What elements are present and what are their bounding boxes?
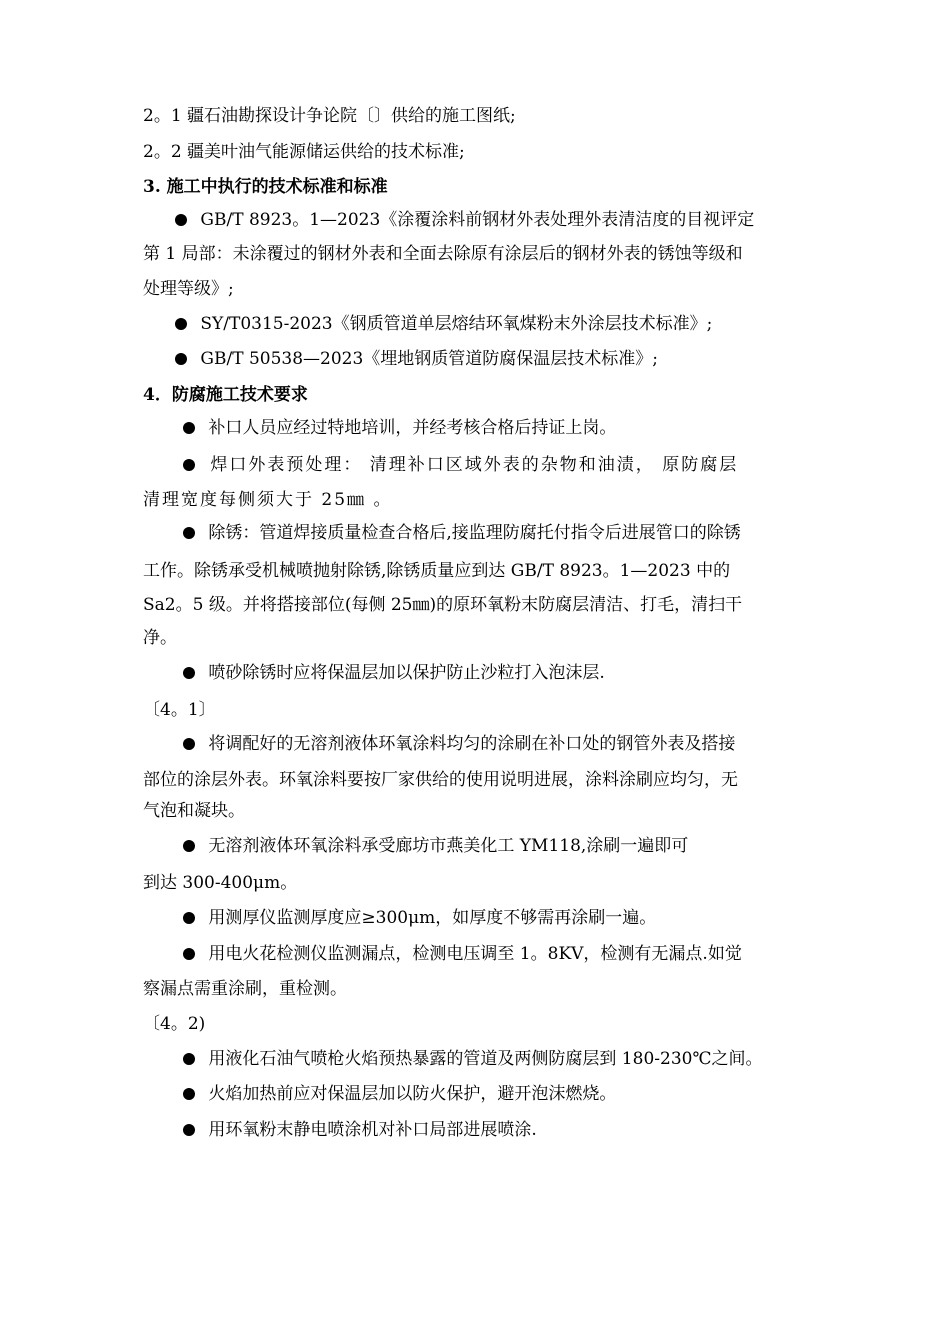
list-item-text: GB/T 50538—2023《埋地钢质管道防腐保温层技术标准》;	[200, 349, 659, 369]
bullet-icon	[183, 667, 195, 679]
list-item	[183, 1082, 616, 1106]
list-item-text: 除锈：管道焊接质量检查合格后,接监理防腐托付指令后进展管口的除锈	[208, 523, 741, 543]
list-item	[183, 453, 738, 477]
bullet-icon	[183, 1088, 195, 1100]
text-line: 察漏点需重涂刷，重检测。	[143, 979, 347, 999]
list-item	[175, 347, 658, 371]
list-item	[183, 416, 616, 440]
list-item-text: 焊口外表预处理： 清理补口区域外表的杂物和油渍， 原防腐层	[210, 455, 739, 475]
list-item	[183, 661, 605, 685]
bullet-icon	[183, 738, 195, 750]
text-line: 部位的涂层外表。环氧涂料要按厂家供给的使用说明进展，涂料涂刷应均匀，无	[143, 770, 738, 790]
list-item-text: GB/T 8923。1—2023《涂覆涂料前钢材外表处理外表清洁度的目视评定	[200, 210, 755, 230]
text-line: 净。	[143, 628, 177, 648]
list-item-text: 用液化石油气喷枪火焰预热暴露的管道及两侧防腐层到 180-230℃之间。	[208, 1049, 763, 1069]
text-line: 第 1 局部：未涂覆过的钢材外表和全面去除原有涂层后的钢材外表的锈蚀等级和	[143, 244, 743, 264]
text-line: 气泡和凝块。	[143, 801, 245, 821]
list-item	[183, 942, 742, 966]
list-item-text: 喷砂除锈时应将保温层加以保护防止沙粒打入泡沫层.	[208, 663, 605, 683]
bullet-icon	[183, 1053, 195, 1065]
list-item-text: 用电火花检测仪监测漏点，检测电压调至 1。8KV，检测有无漏点.如觉	[208, 944, 742, 964]
bullet-icon	[183, 912, 195, 924]
text-line: 工作。除锈承受机械喷抛射除锈,除锈质量应到达 GB/T 8923。1—2023 中的	[143, 561, 731, 581]
list-item	[183, 834, 688, 858]
list-item	[175, 312, 712, 336]
text-line: 处理等级》;	[143, 279, 234, 299]
bullet-icon	[183, 527, 195, 539]
bullet-icon	[175, 353, 187, 365]
list-item-text: 用测厚仪监测厚度应≥300μm，如厚度不够需再涂刷一遍。	[208, 908, 657, 928]
list-item-text: 无溶剂液体环氧涂料承受廊坊市燕美化工 YM118,涂刷一遍即可	[208, 836, 689, 856]
text-line: 2。1 疆石油勘探设计争论院〔〕供给的施工图纸;	[143, 106, 516, 126]
bullet-icon	[183, 1124, 195, 1136]
list-item	[183, 732, 735, 756]
list-item-text: 用环氧粉末静电喷涂机对补口局部进展喷涂.	[208, 1120, 537, 1140]
list-item	[183, 1047, 762, 1071]
bullet-icon	[175, 318, 187, 330]
bullet-icon	[183, 459, 195, 471]
list-item	[183, 906, 656, 930]
subsection-label: 〔4。1〕	[143, 700, 216, 720]
list-item	[175, 208, 754, 232]
text-line: Sa2。5 级。并将搭接部位(每侧 25㎜)的原环氧粉末防腐层清洁、打毛，清扫干	[143, 595, 743, 615]
list-item-text: 火焰加热前应对保温层加以防火保护，避开泡沫燃烧。	[208, 1084, 617, 1104]
list-item-text: 补口人员应经过特地培训，并经考核合格后持证上岗。	[208, 418, 617, 438]
list-item	[183, 521, 741, 545]
text-line: 到达 300-400μm。	[143, 873, 298, 893]
bullet-icon	[183, 948, 195, 960]
bullet-icon	[183, 422, 195, 434]
list-item	[183, 1118, 537, 1142]
text-line: 清理宽度每侧须大于 25㎜ 。	[143, 490, 393, 510]
section-heading: 3. 施工中执行的技术标准和标准	[143, 177, 388, 197]
list-item-text: 将调配好的无溶剂液体环氧涂料均匀的涂刷在补口处的钢管外表及搭接	[208, 734, 736, 754]
list-item-text: SY/T0315-2023《钢质管道单层熔结环氧煤粉末外涂层技术标准》;	[200, 314, 713, 334]
text-line: 2。2 疆美叶油气能源储运供给的技术标准;	[143, 142, 465, 162]
bullet-icon	[183, 840, 195, 852]
subsection-label: 〔4。2)	[143, 1014, 206, 1034]
bullet-icon	[175, 214, 187, 226]
section-heading: 4．防腐施工技术要求	[143, 385, 308, 405]
